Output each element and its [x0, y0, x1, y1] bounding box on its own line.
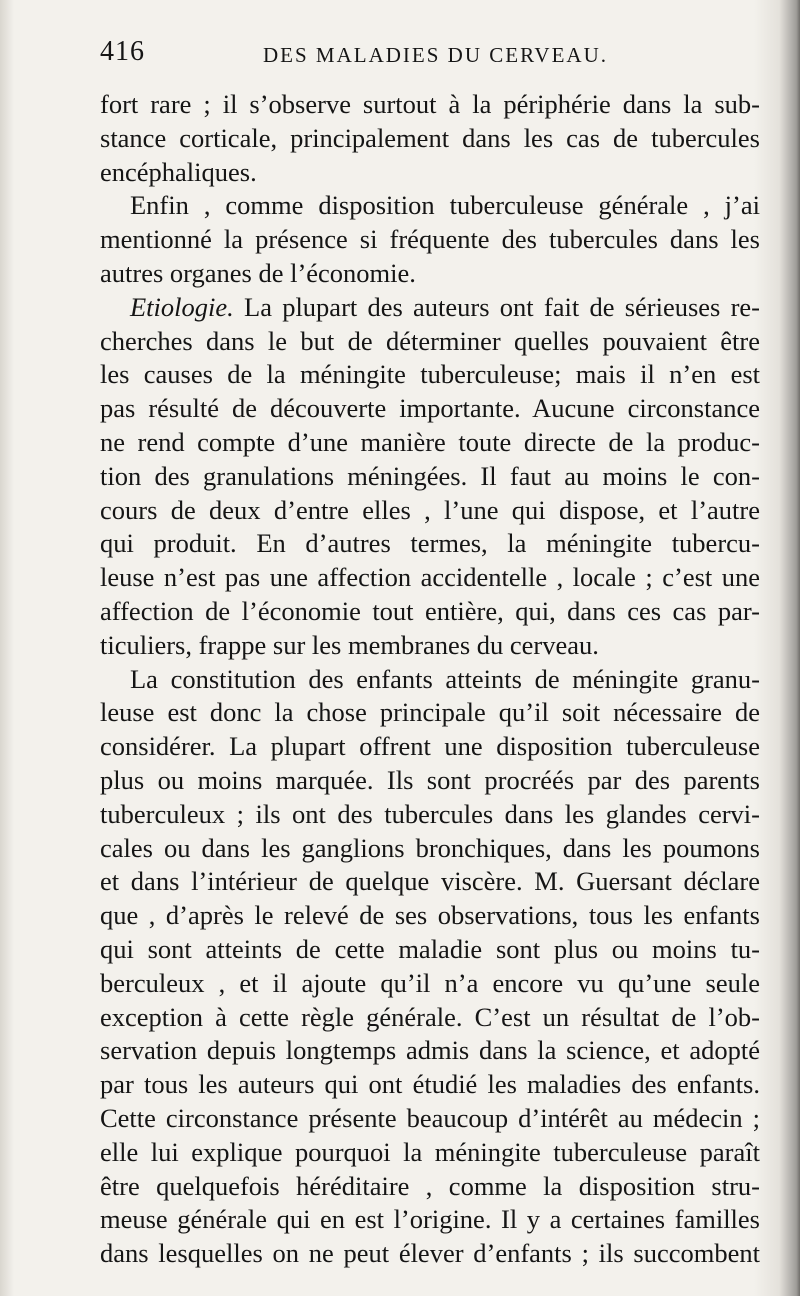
text-line: plus ou moins marquée. Ils sont procréés par des parents	[100, 764, 760, 795]
text-line: stance corticale, principalement dans les cas de tubercules	[100, 122, 760, 153]
running-head: DES MALADIES DU CERVEAU.	[263, 43, 608, 67]
text-line: cales ou dans les ganglions bronchiques, dans les poumons	[100, 832, 760, 863]
text-line: qui sont atteints de cette maladie sont plus ou moins tu-	[100, 933, 760, 964]
text-line: les causes de la méningite tuberculeuse; mais il n’en est	[100, 359, 760, 390]
page-header	[100, 36, 760, 80]
text-line: dans lesquelles on ne peut élever d’enfants ; ils succombent	[100, 1238, 760, 1269]
text-line: cherches dans le but de déterminer quelles pouvaient être	[100, 325, 760, 356]
text-line: leuse est donc la chose principale qu’il soit nécessaire de	[100, 697, 760, 728]
text-line: Etiologie. La plupart des auteurs ont fait de sérieuses re-	[130, 291, 760, 322]
section-heading-etiologie: Etiologie.	[130, 291, 234, 322]
text-line: fort rare ; il s’observe surtout à la périphérie dans la sub-	[100, 89, 760, 119]
text-line: ne rend compte d’une manière toute directe de la produc-	[100, 426, 760, 457]
page-left-edge-shadow	[0, 0, 14, 1296]
text-line: servation depuis longtemps admis dans la science, et adopté	[100, 1035, 760, 1066]
text-line: La constitution des enfants atteints de méningite granu-	[130, 663, 760, 694]
text-line: qui produit. En d’autres termes, la méningite tubercu-	[100, 528, 760, 559]
text-line: autres organes de l’économie.	[100, 257, 416, 288]
text-line: tuberculeux ; ils ont des tubercules dans les glandes cervi-	[100, 798, 760, 829]
text-line: Cette circonstance présente beaucoup d’intérêt au médecin ;	[100, 1102, 760, 1133]
text-line: tion des granulations méningées. Il faut au moins le con-	[100, 460, 760, 491]
text-line: être quelquefois héréditaire , comme la disposition stru-	[100, 1170, 760, 1201]
page-number: 416	[100, 36, 145, 67]
text-line: considérer. La plupart offrent une disposition tuberculeuse	[100, 731, 760, 762]
text-line: exception à cette règle générale. C’est un résultat de l’ob-	[100, 1001, 760, 1032]
body-text	[100, 88, 760, 1271]
text-line: meuse générale qui en est l’origine. Il y a certaines familles	[100, 1204, 760, 1235]
text-line: affection de l’économie tout entière, qui, dans ces cas par-	[100, 595, 760, 626]
text-line: par tous les auteurs qui ont étudié les maladies des enfants.	[100, 1069, 760, 1100]
text-line: et dans l’intérieur de quelque viscère. M. Guersant déclare	[100, 866, 760, 897]
text-line: encéphaliques.	[100, 156, 257, 187]
text-line: cours de deux d’entre elles , l’une qui dispose, et l’autre	[100, 494, 760, 525]
text-line: mentionné la présence si fréquente des tubercules dans les	[100, 224, 760, 255]
text-line: ticuliers, frappe sur les membranes du cerveau.	[100, 629, 599, 660]
text-line: Enfin , comme disposition tuberculeuse générale , j’ai	[130, 190, 760, 221]
text-line: berculeux , et il ajoute qu’il n’a encore vu qu’une seule	[100, 967, 760, 998]
page-binding-shadow	[754, 0, 800, 1296]
text-line: pas résulté de découverte importante. Aucune circonstance	[100, 393, 760, 424]
text-line: elle lui explique pourquoi la méningite tuberculeuse paraît	[100, 1136, 760, 1167]
text-line: que , d’après le relevé de ses observations, tous les enfants	[100, 900, 760, 931]
text-line: leuse n’est pas une affection accidentelle , locale ; c’est une	[100, 562, 760, 593]
